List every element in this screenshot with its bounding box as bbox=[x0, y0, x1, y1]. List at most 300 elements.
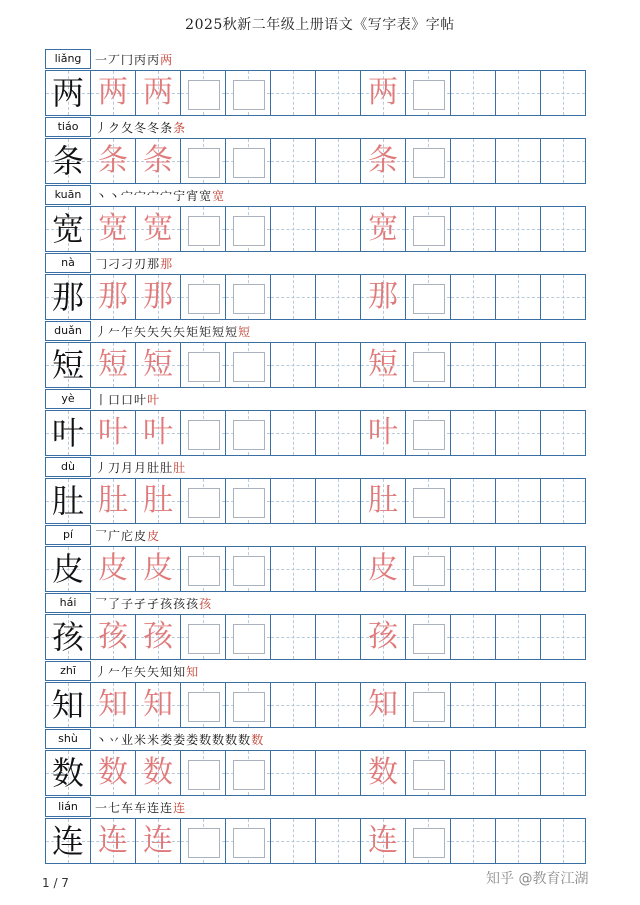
pinyin-label: nà bbox=[45, 253, 91, 273]
model-character: 孩 bbox=[51, 618, 84, 656]
stroke-step: 车 bbox=[121, 801, 135, 815]
practice-box bbox=[233, 556, 265, 586]
practice-grid-cell bbox=[495, 410, 541, 456]
stroke-step: 口 bbox=[121, 393, 135, 407]
practice-grid-cell bbox=[450, 682, 496, 728]
trace-character-cell bbox=[90, 342, 136, 388]
stroke-step: 数 bbox=[199, 733, 213, 747]
practice-grid-cell bbox=[540, 614, 586, 660]
trace-character-cell bbox=[135, 818, 181, 864]
stroke-step: 数 bbox=[212, 733, 226, 747]
stroke-step: 孩 bbox=[173, 597, 187, 611]
trace-character: 孩 bbox=[143, 619, 173, 654]
entry-header bbox=[45, 253, 591, 274]
practice-box-cell bbox=[180, 614, 226, 660]
model-character: 数 bbox=[51, 754, 84, 792]
stroke-step: 连 bbox=[160, 801, 174, 815]
stroke-step: 矢 bbox=[134, 665, 148, 679]
practice-box bbox=[413, 828, 445, 858]
practice-box-cell bbox=[405, 478, 451, 524]
stroke-step: 两 bbox=[160, 53, 174, 67]
trace-character: 连 bbox=[368, 823, 398, 858]
stroke-step: 肚 bbox=[147, 461, 161, 475]
entry-header bbox=[45, 185, 591, 206]
practice-box-cell bbox=[225, 274, 271, 320]
stroke-order bbox=[95, 391, 160, 409]
stroke-step: 宀 bbox=[134, 189, 148, 203]
practice-grid-cell bbox=[495, 818, 541, 864]
practice-box-cell bbox=[225, 342, 271, 388]
stroke-step: 米 bbox=[147, 733, 161, 747]
trace-character: 知 bbox=[368, 687, 398, 722]
trace-character-cell bbox=[360, 478, 406, 524]
stroke-step: 米 bbox=[134, 733, 148, 747]
stroke-step: 短 bbox=[212, 325, 226, 339]
practice-box-cell bbox=[405, 70, 451, 116]
practice-grid-cell bbox=[495, 342, 541, 388]
trace-character: 条 bbox=[143, 143, 173, 178]
stroke-step: 宽 bbox=[199, 189, 213, 203]
practice-box bbox=[413, 760, 445, 790]
practice-grid-cell bbox=[270, 818, 316, 864]
stroke-step: 乛 bbox=[95, 529, 109, 543]
stroke-step: 刁 bbox=[108, 257, 122, 271]
practice-box bbox=[413, 420, 445, 450]
practice-grid-cell bbox=[540, 206, 586, 252]
stroke-step: 丷 bbox=[108, 733, 122, 747]
trace-character: 叶 bbox=[368, 415, 398, 450]
stroke-step: 乍 bbox=[121, 665, 135, 679]
char-entry bbox=[45, 593, 591, 661]
stroke-step: 刁 bbox=[121, 257, 135, 271]
stroke-order bbox=[95, 255, 173, 273]
practice-box-cell bbox=[405, 206, 451, 252]
practice-box-cell bbox=[225, 546, 271, 592]
stroke-step: 𠂉 bbox=[108, 665, 122, 679]
practice-grid-cell bbox=[450, 478, 496, 524]
stroke-step: 丨 bbox=[95, 393, 109, 407]
practice-box-cell bbox=[405, 274, 451, 320]
practice-box bbox=[413, 692, 445, 722]
stroke-step: 宀 bbox=[160, 189, 174, 203]
trace-character-cell bbox=[360, 546, 406, 592]
char-entry bbox=[45, 185, 591, 253]
stroke-step: 丿 bbox=[95, 325, 109, 339]
practice-grid-cell bbox=[315, 410, 361, 456]
model-character-cell bbox=[45, 206, 91, 252]
stroke-order bbox=[95, 799, 186, 817]
practice-grid-cell bbox=[450, 410, 496, 456]
pinyin-label: dù bbox=[45, 457, 91, 477]
stroke-step: 𠂉 bbox=[108, 325, 122, 339]
practice-box-cell bbox=[180, 138, 226, 184]
stroke-step: 矩 bbox=[199, 325, 213, 339]
stroke-step: 连 bbox=[147, 801, 161, 815]
practice-box-cell bbox=[225, 138, 271, 184]
model-character-cell bbox=[45, 410, 91, 456]
model-character: 知 bbox=[51, 686, 84, 724]
writing-row bbox=[45, 206, 591, 252]
stroke-step: 数 bbox=[225, 733, 239, 747]
stroke-order bbox=[95, 459, 186, 477]
stroke-step: 孩 bbox=[160, 597, 174, 611]
stroke-step: 矢 bbox=[173, 325, 187, 339]
practice-box bbox=[233, 148, 265, 178]
practice-box bbox=[188, 80, 220, 110]
writing-row bbox=[45, 818, 591, 864]
watermark: 知乎 @教育江湖 bbox=[486, 871, 589, 887]
stroke-step: 丶 bbox=[108, 189, 122, 203]
model-character: 短 bbox=[51, 346, 84, 384]
trace-character-cell bbox=[135, 274, 181, 320]
trace-character-cell bbox=[360, 614, 406, 660]
pinyin-label: lián bbox=[45, 797, 91, 817]
model-character: 叶 bbox=[51, 414, 84, 452]
stroke-step: 车 bbox=[134, 801, 148, 815]
practice-box-cell bbox=[225, 206, 271, 252]
stroke-step: 知 bbox=[160, 665, 174, 679]
pinyin-label: pí bbox=[45, 525, 91, 545]
model-character: 宽 bbox=[51, 210, 84, 248]
practice-grid-cell bbox=[270, 410, 316, 456]
entry-header bbox=[45, 49, 591, 70]
model-character-cell bbox=[45, 274, 91, 320]
pinyin-label: hái bbox=[45, 593, 91, 613]
trace-character: 肚 bbox=[98, 483, 128, 518]
practice-grid-cell bbox=[540, 682, 586, 728]
stroke-step: ク bbox=[108, 121, 122, 135]
practice-grid-cell bbox=[270, 478, 316, 524]
practice-box bbox=[233, 692, 265, 722]
entry-header bbox=[45, 729, 591, 750]
practice-box-cell bbox=[405, 818, 451, 864]
stroke-step: 数 bbox=[238, 733, 252, 747]
trace-character-cell bbox=[90, 70, 136, 116]
entry-header bbox=[45, 321, 591, 342]
stroke-step: 孑 bbox=[147, 597, 161, 611]
entry-header bbox=[45, 457, 591, 478]
stroke-step: 庀 bbox=[121, 529, 135, 543]
char-entry bbox=[45, 49, 591, 117]
writing-row bbox=[45, 478, 591, 524]
practice-grid-cell bbox=[495, 206, 541, 252]
trace-character-cell bbox=[360, 206, 406, 252]
trace-character-cell bbox=[135, 478, 181, 524]
practice-box bbox=[413, 352, 445, 382]
writing-row bbox=[45, 614, 591, 660]
practice-grid-cell bbox=[540, 818, 586, 864]
char-entry bbox=[45, 525, 591, 593]
trace-character-cell bbox=[90, 478, 136, 524]
trace-character: 连 bbox=[143, 823, 173, 858]
stroke-step: 广 bbox=[108, 529, 122, 543]
trace-character-cell bbox=[360, 70, 406, 116]
stroke-step: 丙 bbox=[134, 53, 148, 67]
entry-header bbox=[45, 389, 591, 410]
trace-character: 那 bbox=[143, 279, 173, 314]
practice-grid-cell bbox=[315, 546, 361, 592]
practice-box-cell bbox=[225, 410, 271, 456]
stroke-step: 乍 bbox=[121, 325, 135, 339]
trace-character-cell bbox=[360, 410, 406, 456]
stroke-step: 刀 bbox=[108, 461, 122, 475]
trace-character-cell bbox=[360, 750, 406, 796]
writing-row bbox=[45, 274, 591, 320]
stroke-step: 矢 bbox=[147, 325, 161, 339]
trace-character: 知 bbox=[98, 687, 128, 722]
trace-character: 条 bbox=[98, 143, 128, 178]
practice-box bbox=[233, 488, 265, 518]
stroke-step: 肚 bbox=[173, 461, 187, 475]
practice-grid-cell bbox=[540, 342, 586, 388]
trace-character-cell bbox=[360, 138, 406, 184]
model-character-cell bbox=[45, 818, 91, 864]
practice-grid-cell bbox=[315, 206, 361, 252]
practice-grid-cell bbox=[540, 410, 586, 456]
practice-grid-cell bbox=[495, 614, 541, 660]
trace-character: 两 bbox=[368, 75, 398, 110]
practice-grid-cell bbox=[540, 478, 586, 524]
stroke-step: 那 bbox=[160, 257, 174, 271]
practice-box-cell bbox=[405, 682, 451, 728]
practice-grid-cell bbox=[540, 274, 586, 320]
writing-row bbox=[45, 682, 591, 728]
practice-box bbox=[233, 216, 265, 246]
practice-grid-cell bbox=[270, 614, 316, 660]
practice-grid-cell bbox=[450, 274, 496, 320]
practice-grid-cell bbox=[315, 70, 361, 116]
stroke-step: 宁 bbox=[173, 189, 187, 203]
practice-grid-cell bbox=[450, 546, 496, 592]
stroke-step: 矢 bbox=[160, 325, 174, 339]
practice-grid-cell bbox=[495, 274, 541, 320]
trace-character: 孩 bbox=[368, 619, 398, 654]
char-entry bbox=[45, 797, 591, 865]
practice-box bbox=[413, 624, 445, 654]
model-character-cell bbox=[45, 478, 91, 524]
stroke-order bbox=[95, 119, 186, 137]
practice-grid-cell bbox=[495, 478, 541, 524]
stroke-order bbox=[95, 187, 225, 205]
practice-box-cell bbox=[405, 750, 451, 796]
practice-grid-cell bbox=[315, 614, 361, 660]
stroke-step: 月 bbox=[121, 461, 135, 475]
practice-grid-cell bbox=[270, 274, 316, 320]
stroke-step: 皮 bbox=[134, 529, 148, 543]
practice-grid-cell bbox=[270, 138, 316, 184]
practice-grid-cell bbox=[495, 750, 541, 796]
practice-grid-cell bbox=[450, 750, 496, 796]
practice-box-cell bbox=[405, 410, 451, 456]
trace-character: 那 bbox=[98, 279, 128, 314]
practice-grid-cell bbox=[270, 546, 316, 592]
practice-grid-cell bbox=[495, 682, 541, 728]
trace-character-cell bbox=[360, 682, 406, 728]
trace-character-cell bbox=[90, 546, 136, 592]
char-entry bbox=[45, 253, 591, 321]
practice-grid-cell bbox=[450, 70, 496, 116]
stroke-step: 一 bbox=[95, 801, 109, 815]
stroke-order bbox=[95, 323, 251, 341]
trace-character-cell bbox=[135, 750, 181, 796]
practice-grid-cell bbox=[315, 274, 361, 320]
practice-grid-cell bbox=[270, 342, 316, 388]
practice-box-cell bbox=[180, 546, 226, 592]
stroke-step: 丿 bbox=[95, 665, 109, 679]
trace-character: 宽 bbox=[143, 211, 173, 246]
stroke-step: 那 bbox=[147, 257, 161, 271]
trace-character-cell bbox=[90, 614, 136, 660]
model-character: 条 bbox=[51, 142, 84, 180]
practice-box bbox=[188, 216, 220, 246]
practice-box bbox=[188, 148, 220, 178]
stroke-step: 连 bbox=[173, 801, 187, 815]
practice-box bbox=[233, 352, 265, 382]
practice-grid-cell bbox=[540, 546, 586, 592]
trace-character: 皮 bbox=[368, 551, 398, 586]
model-character: 两 bbox=[51, 74, 84, 112]
practice-grid-cell bbox=[315, 750, 361, 796]
practice-box-cell bbox=[405, 138, 451, 184]
trace-character: 叶 bbox=[143, 415, 173, 450]
char-entry bbox=[45, 729, 591, 797]
stroke-step: 了 bbox=[108, 597, 122, 611]
stroke-order bbox=[95, 595, 212, 613]
practice-grid-cell bbox=[315, 818, 361, 864]
practice-grid-cell bbox=[495, 70, 541, 116]
model-character: 肚 bbox=[51, 482, 84, 520]
trace-character: 肚 bbox=[368, 483, 398, 518]
practice-box-cell bbox=[180, 750, 226, 796]
practice-box-cell bbox=[405, 546, 451, 592]
trace-character: 条 bbox=[368, 143, 398, 178]
stroke-step: 丿 bbox=[95, 461, 109, 475]
practice-box bbox=[188, 556, 220, 586]
pinyin-label: yè bbox=[45, 389, 91, 409]
practice-grid-cell bbox=[540, 70, 586, 116]
trace-character-cell bbox=[90, 818, 136, 864]
writing-row bbox=[45, 750, 591, 796]
stroke-order bbox=[95, 51, 173, 69]
stroke-step: 丙 bbox=[147, 53, 161, 67]
practice-box-cell bbox=[180, 682, 226, 728]
trace-character: 肚 bbox=[143, 483, 173, 518]
practice-box bbox=[188, 488, 220, 518]
trace-character: 叶 bbox=[98, 415, 128, 450]
trace-character: 数 bbox=[143, 755, 173, 790]
stroke-step: 月 bbox=[134, 461, 148, 475]
stroke-step: 数 bbox=[251, 733, 265, 747]
stroke-step: 业 bbox=[121, 733, 135, 747]
trace-character-cell bbox=[135, 546, 181, 592]
stroke-step: 娄 bbox=[186, 733, 200, 747]
trace-character-cell bbox=[90, 274, 136, 320]
stroke-step: 𠃌 bbox=[95, 257, 109, 271]
practice-box bbox=[413, 556, 445, 586]
trace-character: 短 bbox=[98, 347, 128, 382]
practice-box bbox=[413, 216, 445, 246]
practice-box bbox=[188, 352, 220, 382]
practice-box-cell bbox=[225, 478, 271, 524]
stroke-step: 宀 bbox=[121, 189, 135, 203]
practice-grid-cell bbox=[270, 682, 316, 728]
practice-grid-cell bbox=[315, 682, 361, 728]
entry-header bbox=[45, 593, 591, 614]
practice-box bbox=[413, 148, 445, 178]
trace-character: 知 bbox=[143, 687, 173, 722]
trace-character-cell bbox=[135, 342, 181, 388]
trace-character: 短 bbox=[368, 347, 398, 382]
trace-character-cell bbox=[360, 274, 406, 320]
practice-grid-cell bbox=[450, 614, 496, 660]
stroke-step: 孩 bbox=[199, 597, 213, 611]
practice-grid-cell bbox=[315, 478, 361, 524]
practice-box-cell bbox=[180, 70, 226, 116]
stroke-step: 短 bbox=[225, 325, 239, 339]
practice-box bbox=[233, 284, 265, 314]
trace-character: 短 bbox=[143, 347, 173, 382]
writing-row bbox=[45, 342, 591, 388]
practice-grid-cell bbox=[450, 342, 496, 388]
stroke-step: 肚 bbox=[160, 461, 174, 475]
practice-box-cell bbox=[180, 818, 226, 864]
stroke-step: 宽 bbox=[212, 189, 226, 203]
stroke-step: 丶 bbox=[95, 733, 109, 747]
practice-box bbox=[233, 760, 265, 790]
practice-box-cell bbox=[180, 206, 226, 252]
writing-row bbox=[45, 138, 591, 184]
pinyin-label: zhī bbox=[45, 661, 91, 681]
model-character-cell bbox=[45, 546, 91, 592]
practice-box bbox=[413, 284, 445, 314]
stroke-step: 丶 bbox=[95, 189, 109, 203]
trace-character-cell bbox=[90, 750, 136, 796]
practice-box-cell bbox=[180, 274, 226, 320]
stroke-step: 冬 bbox=[134, 121, 148, 135]
stroke-step: 知 bbox=[186, 665, 200, 679]
copybook-sheet bbox=[45, 49, 591, 865]
entry-header bbox=[45, 117, 591, 138]
stroke-step: 子 bbox=[121, 597, 135, 611]
stroke-step: 刃 bbox=[134, 257, 148, 271]
stroke-step: 一 bbox=[95, 53, 109, 67]
practice-grid-cell bbox=[495, 138, 541, 184]
practice-box bbox=[413, 80, 445, 110]
trace-character-cell bbox=[135, 410, 181, 456]
practice-box bbox=[188, 760, 220, 790]
practice-box-cell bbox=[180, 478, 226, 524]
char-entry bbox=[45, 117, 591, 185]
model-character-cell bbox=[45, 342, 91, 388]
pinyin-label: shù bbox=[45, 729, 91, 749]
char-entry bbox=[45, 457, 591, 525]
stroke-step: 孩 bbox=[186, 597, 200, 611]
trace-character-cell bbox=[360, 818, 406, 864]
trace-character-cell bbox=[90, 206, 136, 252]
char-entry bbox=[45, 389, 591, 457]
practice-box-cell bbox=[225, 614, 271, 660]
model-character-cell bbox=[45, 682, 91, 728]
entry-header bbox=[45, 797, 591, 818]
trace-character: 连 bbox=[98, 823, 128, 858]
entry-header bbox=[45, 525, 591, 546]
practice-box bbox=[233, 624, 265, 654]
stroke-step: 娄 bbox=[160, 733, 174, 747]
trace-character: 两 bbox=[98, 75, 128, 110]
stroke-step: 宀 bbox=[147, 189, 161, 203]
model-character: 皮 bbox=[51, 550, 84, 588]
practice-grid-cell bbox=[540, 750, 586, 796]
